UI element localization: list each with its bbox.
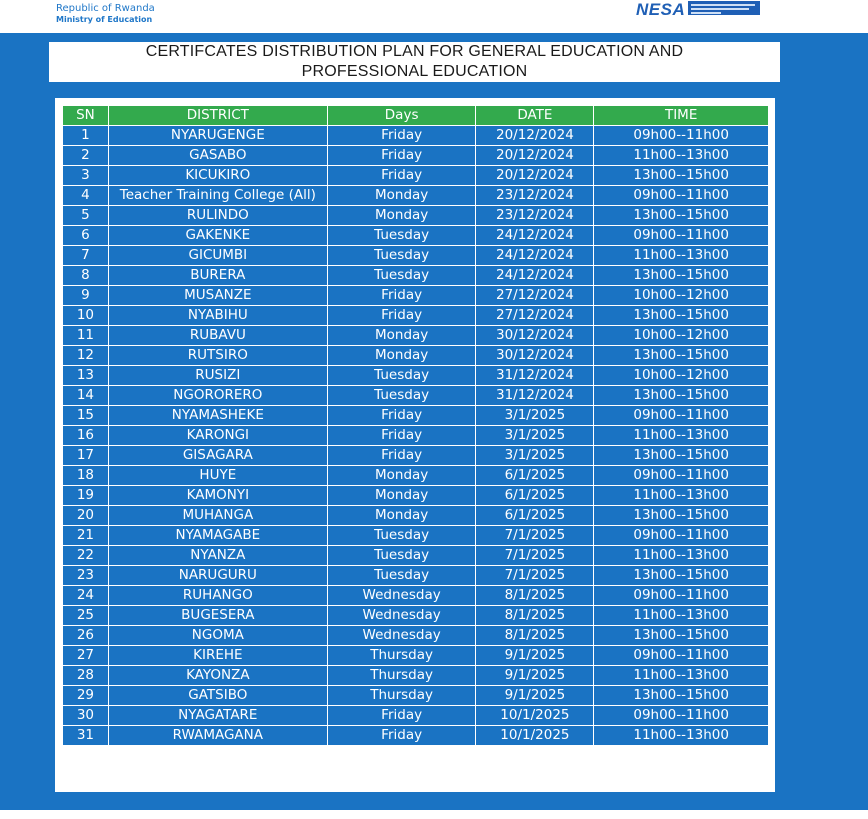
- table-row: [63, 226, 769, 246]
- cell-district: RUBAVU: [108, 326, 327, 346]
- cell-district: NYARUGENGE: [108, 126, 327, 146]
- cell-time: 11h00--13h00: [594, 146, 769, 166]
- cell-district: RUHANGO: [108, 586, 327, 606]
- cell-sn: 9: [63, 286, 109, 306]
- cell-district: NGOMA: [108, 626, 327, 646]
- cell-time: 09h00--11h00: [594, 406, 769, 426]
- table-row: [63, 406, 769, 426]
- header-district: DISTRICT: [108, 106, 327, 126]
- cell-date: 20/12/2024: [476, 126, 594, 146]
- cell-sn: 1: [63, 126, 109, 146]
- cell-district: KARONGI: [108, 426, 327, 446]
- cell-day: Monday: [327, 466, 476, 486]
- table-row: [63, 386, 769, 406]
- cell-sn: 8: [63, 266, 109, 286]
- cell-day: Tuesday: [327, 366, 476, 386]
- table-row: [63, 166, 769, 186]
- cell-date: 24/12/2024: [476, 246, 594, 266]
- cell-date: 8/1/2025: [476, 586, 594, 606]
- table-row: [63, 446, 769, 466]
- cell-district: GATSIBO: [108, 686, 327, 706]
- cell-time: 13h00--15h00: [594, 686, 769, 706]
- cell-sn: 25: [63, 606, 109, 626]
- cell-district: GAKENKE: [108, 226, 327, 246]
- table-row: [63, 626, 769, 646]
- cell-district: MUSANZE: [108, 286, 327, 306]
- cell-date: 23/12/2024: [476, 186, 594, 206]
- cell-district: GISAGARA: [108, 446, 327, 466]
- table-row: [63, 466, 769, 486]
- cell-day: Friday: [327, 726, 476, 746]
- cell-date: 9/1/2025: [476, 666, 594, 686]
- cell-time: 09h00--11h00: [594, 226, 769, 246]
- header-days: Days: [327, 106, 476, 126]
- cell-date: 9/1/2025: [476, 686, 594, 706]
- cell-day: Friday: [327, 706, 476, 726]
- table-row: [63, 526, 769, 546]
- cell-time: 10h00--12h00: [594, 366, 769, 386]
- cell-district: BUGESERA: [108, 606, 327, 626]
- header-sn: SN: [63, 106, 109, 126]
- cell-date: 6/1/2025: [476, 506, 594, 526]
- cell-district: RUTSIRO: [108, 346, 327, 366]
- table-row: [63, 486, 769, 506]
- cell-day: Friday: [327, 406, 476, 426]
- cell-sn: 30: [63, 706, 109, 726]
- cell-time: 11h00--13h00: [594, 246, 769, 266]
- cell-day: Tuesday: [327, 246, 476, 266]
- table-row: [63, 306, 769, 326]
- cell-date: 27/12/2024: [476, 306, 594, 326]
- cell-time: 11h00--13h00: [594, 426, 769, 446]
- table-row: [63, 426, 769, 446]
- table-row: [63, 706, 769, 726]
- cell-date: 31/12/2024: [476, 366, 594, 386]
- cell-sn: 11: [63, 326, 109, 346]
- cell-time: 09h00--11h00: [594, 466, 769, 486]
- cell-date: 24/12/2024: [476, 266, 594, 286]
- cell-time: 10h00--12h00: [594, 326, 769, 346]
- cell-district: HUYE: [108, 466, 327, 486]
- cell-date: 10/1/2025: [476, 706, 594, 726]
- cell-time: 11h00--13h00: [594, 606, 769, 626]
- cell-date: 7/1/2025: [476, 546, 594, 566]
- cell-day: Tuesday: [327, 386, 476, 406]
- cell-sn: 5: [63, 206, 109, 226]
- cell-time: 09h00--11h00: [594, 706, 769, 726]
- table-row: [63, 186, 769, 206]
- cell-sn: 12: [63, 346, 109, 366]
- cell-time: 10h00--12h00: [594, 286, 769, 306]
- cell-date: 24/12/2024: [476, 226, 594, 246]
- cell-district: NYANZA: [108, 546, 327, 566]
- cell-sn: 28: [63, 666, 109, 686]
- cell-time: 09h00--11h00: [594, 586, 769, 606]
- cell-day: Monday: [327, 186, 476, 206]
- cell-sn: 19: [63, 486, 109, 506]
- nesa-logo-tagline-graphic: [688, 1, 760, 15]
- cell-district: BURERA: [108, 266, 327, 286]
- table-row: [63, 726, 769, 746]
- cell-district: MUHANGA: [108, 506, 327, 526]
- cell-district: RULINDO: [108, 206, 327, 226]
- cell-sn: 23: [63, 566, 109, 586]
- cell-time: 13h00--15h00: [594, 266, 769, 286]
- cell-sn: 3: [63, 166, 109, 186]
- cell-time: 13h00--15h00: [594, 306, 769, 326]
- nesa-logo-word: NESA: [636, 0, 686, 19]
- cell-date: 30/12/2024: [476, 346, 594, 366]
- schedule-table: [62, 105, 769, 746]
- cell-district: NYABIHU: [108, 306, 327, 326]
- cell-day: Friday: [327, 426, 476, 446]
- cell-sn: 20: [63, 506, 109, 526]
- cell-day: Monday: [327, 346, 476, 366]
- cell-sn: 14: [63, 386, 109, 406]
- schedule-table-frame: [55, 98, 775, 792]
- cell-date: 9/1/2025: [476, 646, 594, 666]
- table-row: [63, 666, 769, 686]
- cell-day: Wednesday: [327, 586, 476, 606]
- cell-day: Friday: [327, 446, 476, 466]
- cell-day: Tuesday: [327, 266, 476, 286]
- cell-sn: 22: [63, 546, 109, 566]
- cell-sn: 13: [63, 366, 109, 386]
- cell-date: 20/12/2024: [476, 166, 594, 186]
- cell-sn: 16: [63, 426, 109, 446]
- table-body: [63, 126, 769, 746]
- table-row: [63, 266, 769, 286]
- page-title-line2: PROFESSIONAL EDUCATION: [301, 63, 528, 80]
- cell-district: NARUGURU: [108, 566, 327, 586]
- cell-sn: 2: [63, 146, 109, 166]
- table-header-row: [63, 106, 769, 126]
- cell-time: 11h00--13h00: [594, 486, 769, 506]
- cell-date: 20/12/2024: [476, 146, 594, 166]
- cell-time: 13h00--15h00: [594, 626, 769, 646]
- page-title: [49, 42, 780, 82]
- cell-district: RUSIZI: [108, 366, 327, 386]
- cell-sn: 6: [63, 226, 109, 246]
- cell-time: 11h00--13h00: [594, 666, 769, 686]
- ministry-logo-line1: Republic of Rwanda: [56, 3, 155, 14]
- table-row: [63, 326, 769, 346]
- cell-district: Teacher Training College (All): [108, 186, 327, 206]
- table-row: [63, 546, 769, 566]
- cell-time: 13h00--15h00: [594, 566, 769, 586]
- cell-district: KICUKIRO: [108, 166, 327, 186]
- cell-time: 13h00--15h00: [594, 346, 769, 366]
- cell-day: Wednesday: [327, 606, 476, 626]
- table-row: [63, 346, 769, 366]
- cell-date: 10/1/2025: [476, 726, 594, 746]
- table-row: [63, 366, 769, 386]
- cell-district: NYAMASHEKE: [108, 406, 327, 426]
- cell-date: 7/1/2025: [476, 566, 594, 586]
- cell-date: 23/12/2024: [476, 206, 594, 226]
- cell-time: 13h00--15h00: [594, 386, 769, 406]
- cell-day: Friday: [327, 146, 476, 166]
- cell-day: Monday: [327, 486, 476, 506]
- cell-time: 09h00--11h00: [594, 646, 769, 666]
- cell-time: 11h00--13h00: [594, 726, 769, 746]
- top-header-bar: [0, 0, 868, 33]
- cell-district: NYAMAGABE: [108, 526, 327, 546]
- table-row: [63, 126, 769, 146]
- cell-time: 09h00--11h00: [594, 186, 769, 206]
- cell-day: Tuesday: [327, 526, 476, 546]
- table-row: [63, 686, 769, 706]
- cell-day: Monday: [327, 506, 476, 526]
- header-date: DATE: [476, 106, 594, 126]
- ministry-logo: [56, 0, 156, 33]
- cell-date: 6/1/2025: [476, 466, 594, 486]
- cell-time: 11h00--13h00: [594, 546, 769, 566]
- cell-district: KIREHE: [108, 646, 327, 666]
- cell-district: NYAGATARE: [108, 706, 327, 726]
- cell-district: RWAMAGANA: [108, 726, 327, 746]
- header-time: TIME: [594, 106, 769, 126]
- cell-date: 3/1/2025: [476, 426, 594, 446]
- cell-time: 13h00--15h00: [594, 166, 769, 186]
- cell-district: NGORORERO: [108, 386, 327, 406]
- cell-date: 8/1/2025: [476, 626, 594, 646]
- cell-date: 31/12/2024: [476, 386, 594, 406]
- cell-sn: 17: [63, 446, 109, 466]
- table-row: [63, 566, 769, 586]
- table-row: [63, 246, 769, 266]
- cell-day: Friday: [327, 286, 476, 306]
- cell-district: GICUMBI: [108, 246, 327, 266]
- cell-sn: 24: [63, 586, 109, 606]
- cell-sn: 15: [63, 406, 109, 426]
- cell-date: 6/1/2025: [476, 486, 594, 506]
- table-row: [63, 606, 769, 626]
- bottom-strip: [0, 810, 868, 819]
- cell-day: Thursday: [327, 686, 476, 706]
- cell-sn: 4: [63, 186, 109, 206]
- cell-day: Tuesday: [327, 566, 476, 586]
- cell-day: Friday: [327, 306, 476, 326]
- cell-date: 8/1/2025: [476, 606, 594, 626]
- table-row: [63, 646, 769, 666]
- cell-date: 3/1/2025: [476, 446, 594, 466]
- table-row: [63, 206, 769, 226]
- cell-day: Monday: [327, 206, 476, 226]
- cell-sn: 27: [63, 646, 109, 666]
- cell-date: 3/1/2025: [476, 406, 594, 426]
- cell-day: Tuesday: [327, 226, 476, 246]
- cell-time: 13h00--15h00: [594, 446, 769, 466]
- table-row: [63, 586, 769, 606]
- cell-day: Friday: [327, 166, 476, 186]
- cell-time: 09h00--11h00: [594, 526, 769, 546]
- cell-sn: 7: [63, 246, 109, 266]
- cell-day: Friday: [327, 126, 476, 146]
- cell-sn: 29: [63, 686, 109, 706]
- ministry-logo-line2: Ministry of Education: [56, 15, 153, 24]
- cell-sn: 18: [63, 466, 109, 486]
- cell-sn: 21: [63, 526, 109, 546]
- cell-date: 27/12/2024: [476, 286, 594, 306]
- cell-time: 09h00--11h00: [594, 126, 769, 146]
- cell-date: 7/1/2025: [476, 526, 594, 546]
- cell-date: 30/12/2024: [476, 326, 594, 346]
- cell-district: GASABO: [108, 146, 327, 166]
- cell-day: Wednesday: [327, 626, 476, 646]
- cell-sn: 26: [63, 626, 109, 646]
- cell-sn: 10: [63, 306, 109, 326]
- page-title-line1: CERTIFCATES DISTRIBUTION PLAN FOR GENERAL EDUCATION AND: [145, 43, 684, 60]
- cell-sn: 31: [63, 726, 109, 746]
- table-row: [63, 286, 769, 306]
- cell-district: KAYONZA: [108, 666, 327, 686]
- cell-time: 13h00--15h00: [594, 206, 769, 226]
- cell-day: Thursday: [327, 666, 476, 686]
- table-row: [63, 506, 769, 526]
- cell-day: Tuesday: [327, 546, 476, 566]
- table-row: [63, 146, 769, 166]
- nesa-logo: [636, 0, 776, 18]
- cell-day: Thursday: [327, 646, 476, 666]
- cell-district: KAMONYI: [108, 486, 327, 506]
- cell-day: Monday: [327, 326, 476, 346]
- cell-time: 13h00--15h00: [594, 506, 769, 526]
